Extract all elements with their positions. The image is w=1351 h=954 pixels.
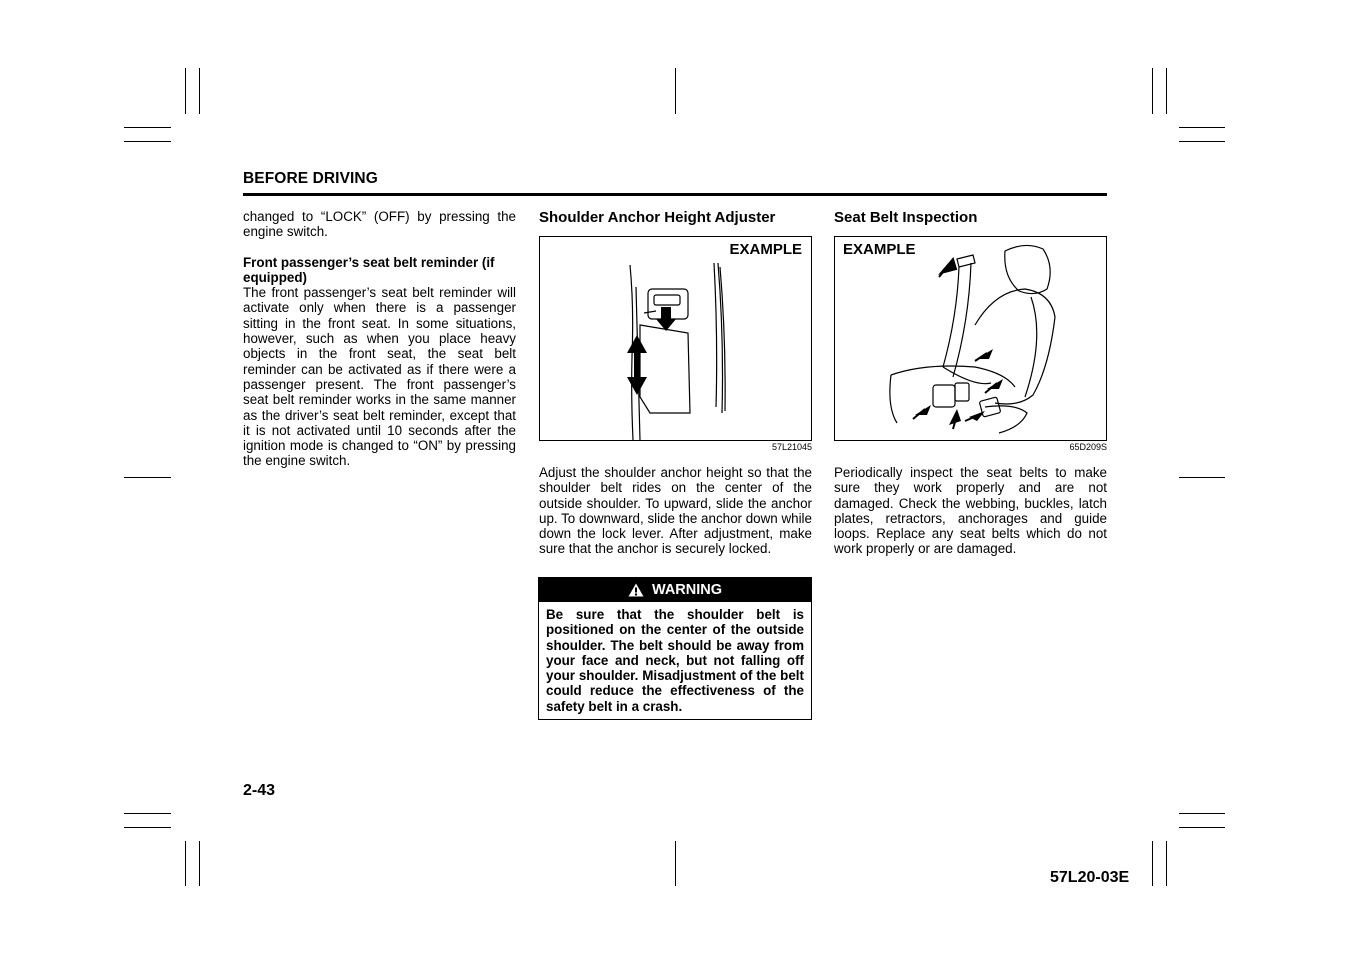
belt-inspection-heading: Seat Belt Inspection <box>834 209 978 226</box>
shoulder-anchor-illustration <box>540 237 811 440</box>
section-title: BEFORE DRIVING <box>243 170 378 187</box>
anchor-adjuster-paragraph: Adjust the shoulder anchor height so that the shoulder belt rides on the center of the outside shoulder. To upward, slide the anchor up. To downward, slide the anchor down while down the lock lever. After adjustment, make sure that the anchor is securely locked. <box>539 465 812 557</box>
document-code: 57L20-03E <box>1050 869 1130 886</box>
passenger-reminder-heading: Front passenger’s seat belt reminder (if equipped) <box>243 254 495 285</box>
column-3 <box>834 209 1107 557</box>
anchor-adjuster-figure <box>539 236 812 441</box>
warning-triangle-icon <box>628 583 644 597</box>
figure-code: 65D209S <box>1069 442 1107 452</box>
figure-example-label: EXAMPLE <box>729 241 802 258</box>
passenger-reminder-paragraph: The front passenger’s seat belt reminder will activate only when there is a passenger sitting in the front seat. In some situations, however, such as when you place heavy objects in the front seat, the seat belt reminder can be activated as if there were a passenger present. The front passenger’s seat belt reminder works in the same manner as the driver’s seat belt reminder, except that it is not activated until 10 seconds after the ignition mode is changed to “ON” by pressing the engine switch. <box>243 285 516 469</box>
warning-header <box>539 578 811 602</box>
header-rule <box>243 193 1107 196</box>
page-number: 2-43 <box>243 782 276 799</box>
seat-belt-illustration <box>835 237 1106 440</box>
belt-inspection-paragraph: Periodically inspect the seat belts to make sure they work properly and are not damaged. Check the webbing, buckles, latch plates, retractors, anchorages and guide loops. Replace any seat belts which do not work properly or are damaged. <box>834 465 1107 557</box>
belt-inspection-figure <box>834 236 1107 441</box>
column-1 <box>243 209 516 469</box>
warning-title: WARNING <box>651 582 723 598</box>
figure-example-label: EXAMPLE <box>843 241 916 258</box>
anchor-adjuster-heading: Shoulder Anchor Height Adjuster <box>539 209 776 226</box>
column-2 <box>539 209 812 557</box>
warning-box <box>538 577 812 720</box>
warning-text: Be sure that the shoulder belt is positioned on the center of the outside shoulder. The belt should be away from your face and neck, but not falling off your shoulder. Misadjustment of the belt could reduce the effectiveness of the safety belt in a crash. <box>546 607 804 714</box>
figure-code: 57L21045 <box>771 442 812 452</box>
intro-paragraph: changed to “LOCK” (OFF) by pressing the engine switch. <box>243 209 516 240</box>
